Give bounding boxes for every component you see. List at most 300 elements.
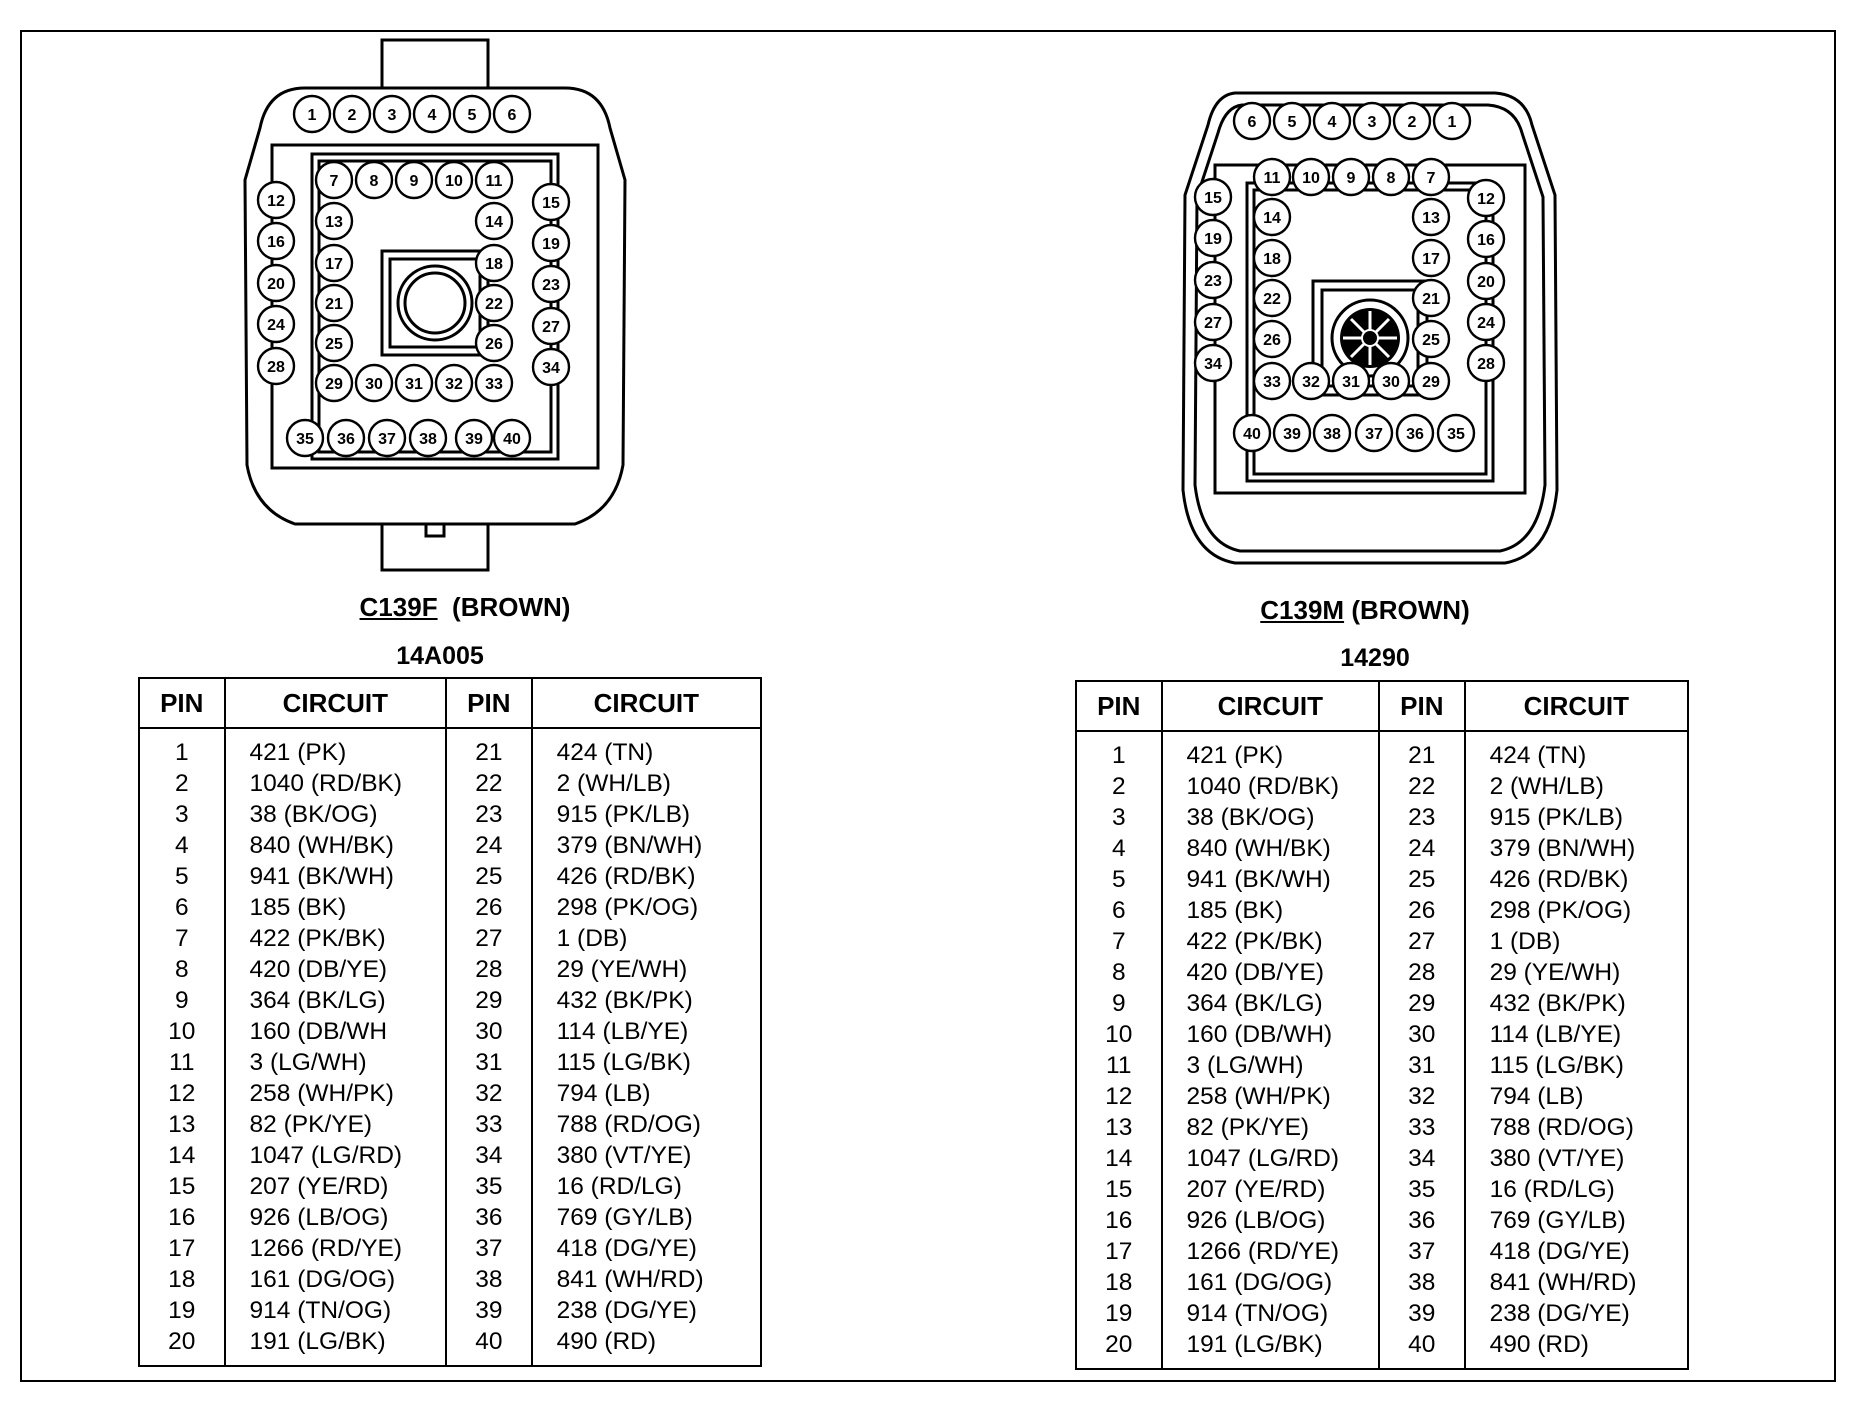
pin-label: 9 [1346,170,1356,187]
circuit-value: 298 (PK/OG) [556,894,699,921]
pin-cavity [316,162,352,198]
table-row [139,1171,761,1202]
table-row [1076,1329,1688,1369]
pin-cavity [1195,220,1231,256]
pin-cavity [1195,345,1231,381]
pin-cavity [287,420,323,456]
pin-number: 3 [139,799,225,830]
pin-label: 40 [1243,426,1261,443]
pin-cavity [1413,159,1449,195]
circuit-value: 426 (RD/BK) [1489,866,1629,893]
circuit-value: 185 (BK) [1162,895,1380,926]
circuit-value: 915 (PK/LB) [556,801,691,828]
pin-cavity [476,245,512,281]
circuit-value: 424 (TN) [1489,742,1587,769]
pin-number: 18 [1076,1267,1162,1298]
pin-number: 38 [446,1264,532,1295]
pin-label: 14 [485,214,503,231]
pin-number: 34 [1379,1143,1465,1174]
pin-label: 3 [1367,114,1377,131]
pin-cavity [1468,180,1504,216]
pin-cavity [1195,304,1231,340]
pin-cavity [1314,415,1350,451]
pin-cavity [1293,363,1329,399]
pin-cavity [1394,103,1430,139]
pin-label: 4 [427,107,437,124]
pin-number: 7 [139,923,225,954]
pin-label: 34 [542,360,560,377]
table-row [139,985,761,1016]
pin-label: 33 [485,376,503,393]
pin-number: 25 [446,861,532,892]
pin-number: 8 [139,954,225,985]
circuit-value: 298 (PK/OG) [1489,897,1632,924]
pin-number: 33 [446,1109,532,1140]
circuit-value: 432 (BK/PK) [556,987,693,1014]
pin-cavity [294,96,330,132]
header-pin: PIN [1076,681,1162,731]
pin-label: 15 [1204,190,1222,207]
pin-label: 40 [503,431,521,448]
pin-label: 21 [325,296,343,313]
pin-label: 3 [387,107,397,124]
pin-cavity [258,223,294,259]
part-number-c139m: 14290 [1340,644,1410,672]
pin-label: 7 [1426,170,1436,187]
pin-cavity [1413,280,1449,316]
circuit-value: 16 (RD/LG) [1489,1176,1615,1203]
pin-cavity [356,162,392,198]
pin-cavity [1373,363,1409,399]
circuit-value: 421 (PK) [1162,731,1380,771]
header-circuit: CIRCUIT [532,678,761,728]
table-row [1076,1081,1688,1112]
pin-number: 33 [1379,1112,1465,1143]
pin-label: 8 [1386,170,1396,187]
pin-number: 21 [446,728,532,768]
pin-number: 24 [446,830,532,861]
connector-id: C139M [1260,595,1345,625]
pin-number: 22 [1379,771,1465,802]
header-pin: PIN [1379,681,1465,731]
pin-cavity [1254,363,1290,399]
circuit-value: 364 (BK/LG) [225,985,447,1016]
pin-number: 4 [139,830,225,861]
pin-cavity [533,308,569,344]
pin-cavity [1254,240,1290,276]
circuit-value: 926 (LB/OG) [225,1202,447,1233]
pin-number: 37 [1379,1236,1465,1267]
pin-label: 20 [1477,274,1495,291]
pin-label: 16 [1477,232,1495,249]
pin-number: 34 [446,1140,532,1171]
header-circuit: CIRCUIT [1162,681,1380,731]
pin-cavity [476,162,512,198]
pin-number: 18 [139,1264,225,1295]
pin-label: 22 [1263,291,1281,308]
pin-number: 14 [1076,1143,1162,1174]
pin-number: 1 [139,728,225,768]
pin-number: 10 [1076,1019,1162,1050]
pin-number: 5 [139,861,225,892]
circuit-value: 926 (LB/OG) [1162,1205,1380,1236]
pin-cavity [316,325,352,361]
pin-label: 31 [1342,374,1360,391]
pin-number: 31 [1379,1050,1465,1081]
pin-number: 28 [446,954,532,985]
pin-number: 9 [1076,988,1162,1019]
pin-label: 22 [485,296,503,313]
pin-cavity [258,182,294,218]
circuit-value: 769 (GY/LB) [556,1204,693,1231]
pin-label: 24 [267,317,285,334]
table-row [1076,833,1688,864]
circuit-value: 794 (LB) [556,1080,651,1107]
pin-cavity [476,325,512,361]
pin-cavity [476,285,512,321]
pin-label: 2 [1407,114,1417,131]
table-row [139,1140,761,1171]
circuit-value: 16 (RD/LG) [556,1173,682,1200]
connector-face-c139m [1160,85,1580,585]
pin-number: 23 [1379,802,1465,833]
circuit-value: 380 (VT/YE) [556,1142,692,1169]
pin-number: 14 [139,1140,225,1171]
pin-number: 8 [1076,957,1162,988]
pin-label: 14 [1263,210,1281,227]
pin-cavity [1468,304,1504,340]
circuit-value: 840 (WH/BK) [225,830,447,861]
table-row [139,1295,761,1326]
circuit-value: 1047 (LG/RD) [1162,1143,1380,1174]
circuit-value: 420 (DB/YE) [225,954,447,985]
pin-label: 20 [267,276,285,293]
circuit-value: 420 (DB/YE) [1162,957,1380,988]
pin-cavity [374,96,410,132]
pin-label: 19 [1204,231,1222,248]
pin-number: 29 [1379,988,1465,1019]
pin-label: 32 [445,376,463,393]
circuit-value: 841 (WH/RD) [556,1266,704,1293]
table-row [1076,895,1688,926]
table-row [1076,957,1688,988]
pin-cavity [1373,159,1409,195]
pin-cavity [1468,345,1504,381]
pin-number: 16 [139,1202,225,1233]
circuit-value: 1266 (RD/YE) [1162,1236,1380,1267]
pin-number: 27 [446,923,532,954]
pin-label: 13 [1422,210,1440,227]
pin-label: 36 [337,431,355,448]
pin-label: 5 [467,107,477,124]
pin-cavity [1195,262,1231,298]
pin-number: 35 [446,1171,532,1202]
circuit-value: 160 (DB/WH [225,1016,447,1047]
table-row [139,1233,761,1264]
pin-label: 35 [1447,426,1465,443]
pin-cavity [436,162,472,198]
pin-label: 28 [267,359,285,376]
pin-number: 3 [1076,802,1162,833]
pin-number: 35 [1379,1174,1465,1205]
pin-number: 11 [139,1047,225,1078]
table-row [1076,864,1688,895]
pin-cavity [533,349,569,385]
table-row [139,830,761,861]
pin-cavity [476,365,512,401]
pin-label: 23 [1204,273,1222,290]
pin-label: 12 [267,193,285,210]
pin-label: 7 [329,173,339,190]
pin-cavity [1314,103,1350,139]
table-row [1076,731,1688,771]
pin-label: 31 [405,376,423,393]
pin-cavity [396,365,432,401]
circuit-value: 207 (YE/RD) [1162,1174,1380,1205]
pin-number: 7 [1076,926,1162,957]
pin-cavity [1413,321,1449,357]
circuit-value: 238 (DG/YE) [1489,1300,1630,1327]
pin-number: 29 [446,985,532,1016]
circuit-value: 1040 (RD/BK) [1162,771,1380,802]
pin-cavity [1397,415,1433,451]
pin-label: 2 [347,107,357,124]
table-row [139,1326,761,1366]
pin-cavity [436,365,472,401]
pin-number: 28 [1379,957,1465,988]
table-row [139,1047,761,1078]
header-circuit: CIRCUIT [1465,681,1688,731]
circuit-value: 38 (BK/OG) [225,799,447,830]
pin-label: 25 [1422,332,1440,349]
circuit-value: 1 (DB) [556,925,628,952]
pin-cavity [258,306,294,342]
pin-number: 32 [1379,1081,1465,1112]
table-row [139,768,761,799]
table-row [1076,1205,1688,1236]
circuit-value: 490 (RD) [556,1328,656,1355]
pin-label: 15 [542,195,560,212]
connector-id: C139F [359,592,438,622]
pin-number: 32 [446,1078,532,1109]
pin-cavity [494,96,530,132]
pin-number: 13 [139,1109,225,1140]
pin-label: 4 [1327,114,1337,131]
pin-label: 29 [1422,374,1440,391]
table-row [139,1109,761,1140]
pin-label: 37 [1365,426,1383,443]
pin-cavity [1413,240,1449,276]
pin-cavity [258,348,294,384]
table-row [1076,1298,1688,1329]
pin-cavity [258,265,294,301]
circuit-value: 82 (PK/YE) [1162,1112,1380,1143]
circuit-value: 379 (BN/WH) [556,832,703,859]
pin-label: 38 [419,431,437,448]
pin-cavity [1293,159,1329,195]
pin-cavity [316,203,352,239]
circuit-value: 115 (LG/BK) [1489,1052,1624,1079]
pin-label: 11 [1263,170,1281,187]
pin-number: 26 [1379,895,1465,926]
pin-label: 1 [1447,114,1457,131]
pin-cavity [1354,103,1390,139]
pin-label: 32 [1302,374,1320,391]
pin-cavity [1438,415,1474,451]
pin-label: 8 [369,173,379,190]
pin-label: 39 [465,431,483,448]
pin-number: 5 [1076,864,1162,895]
circuit-value: 2 (WH/LB) [1489,773,1604,800]
pin-cavity [456,420,492,456]
circuit-value: 191 (LG/BK) [225,1326,447,1366]
table-row [139,892,761,923]
pin-number: 38 [1379,1267,1465,1298]
circuit-value: 3 (LG/WH) [225,1047,447,1078]
table-row [139,861,761,892]
circuit-value: 914 (TN/OG) [225,1295,447,1326]
circuit-value: 941 (BK/WH) [1162,864,1380,895]
circuit-value: 1 (DB) [1489,928,1561,955]
pin-cavity [1234,103,1270,139]
pin-cavity [494,420,530,456]
table-row [1076,926,1688,957]
circuit-value: 2 (WH/LB) [556,770,671,797]
pin-cavity [1333,363,1369,399]
circuit-value: 191 (LG/BK) [1162,1329,1380,1369]
pin-number: 37 [446,1233,532,1264]
table-row [1076,1019,1688,1050]
circuit-value: 29 (YE/WH) [1489,959,1621,986]
pin-label: 39 [1283,426,1301,443]
connector-face-c139f [230,30,650,570]
pin-number: 21 [1379,731,1465,771]
header-circuit: CIRCUIT [225,678,447,728]
pin-label: 24 [1477,315,1495,332]
table-row [139,1264,761,1295]
pin-label: 18 [485,256,503,273]
circuit-value: 915 (PK/LB) [1489,804,1624,831]
pin-label: 30 [1382,374,1400,391]
pin-cavity [369,420,405,456]
pin-cavity [356,365,392,401]
circuit-value: 426 (RD/BK) [556,863,696,890]
pin-cavity [1195,179,1231,215]
table-row [139,1016,761,1047]
table-row [1076,1050,1688,1081]
pin-label: 35 [296,431,314,448]
pin-label: 29 [325,376,343,393]
circuit-value: 422 (PK/BK) [225,923,447,954]
pin-label: 37 [378,431,396,448]
pin-group-c139m [1195,103,1504,451]
pin-group-c139f [258,96,569,456]
pin-number: 11 [1076,1050,1162,1081]
circuit-value: 794 (LB) [1489,1083,1584,1110]
pin-label: 1 [307,107,317,124]
pin-label: 5 [1287,114,1297,131]
pin-number: 30 [446,1016,532,1047]
connector-color: (BROWN) [452,592,571,622]
pin-label: 10 [445,173,463,190]
pin-number: 36 [1379,1205,1465,1236]
pin-number: 4 [1076,833,1162,864]
pin-cavity [414,96,450,132]
table-row [139,923,761,954]
pin-number: 40 [446,1326,532,1366]
connector-caption-c139m [1230,595,1500,626]
pin-table-c139f [138,677,762,1367]
pin-label: 27 [542,319,560,336]
circuit-value: 490 (RD) [1489,1331,1589,1358]
pin-number: 19 [1076,1298,1162,1329]
pin-cavity [328,420,364,456]
circuit-value: 207 (YE/RD) [225,1171,447,1202]
table-row [1076,1236,1688,1267]
circuit-value: 115 (LG/BK) [556,1049,691,1076]
pin-cavity [316,245,352,281]
circuit-value: 432 (BK/PK) [1489,990,1626,1017]
pin-number: 22 [446,768,532,799]
pin-cavity [1413,363,1449,399]
circuit-value: 364 (BK/LG) [1162,988,1380,1019]
pin-number: 23 [446,799,532,830]
circuit-value: 1266 (RD/YE) [225,1233,447,1264]
pin-number: 39 [446,1295,532,1326]
circuit-value: 788 (RD/OG) [556,1111,701,1138]
circuit-value: 380 (VT/YE) [1489,1145,1625,1172]
pin-cavity [1413,199,1449,235]
pin-label: 27 [1204,315,1222,332]
pin-number: 9 [139,985,225,1016]
table-row [139,1202,761,1233]
pin-number: 17 [1076,1236,1162,1267]
pin-label: 38 [1323,426,1341,443]
pin-label: 30 [365,376,383,393]
pin-number: 26 [446,892,532,923]
circuit-value: 421 (PK) [225,728,447,768]
part-number-c139f: 14A005 [396,642,484,670]
pin-number: 30 [1379,1019,1465,1050]
pin-number: 27 [1379,926,1465,957]
pin-label: 23 [542,277,560,294]
pin-cavity [476,203,512,239]
circuit-value: 82 (PK/YE) [225,1109,447,1140]
circuit-value: 418 (DG/YE) [556,1235,697,1262]
table-row [139,728,761,768]
pin-number: 17 [139,1233,225,1264]
pin-label: 13 [325,214,343,231]
table-row [1076,1112,1688,1143]
circuit-value: 258 (WH/PK) [225,1078,447,1109]
pin-number: 13 [1076,1112,1162,1143]
pin-number: 40 [1379,1329,1465,1369]
pin-cavity [1254,199,1290,235]
circuit-value: 424 (TN) [556,739,654,766]
table-row [1076,1174,1688,1205]
table-row [1076,802,1688,833]
pin-number: 20 [139,1326,225,1366]
circuit-value: 114 (LB/YE) [1489,1021,1622,1048]
connector-color: (BROWN) [1351,595,1470,625]
pin-label: 16 [267,234,285,251]
pin-label: 19 [542,236,560,253]
pin-cavity [1234,415,1270,451]
circuit-value: 1047 (LG/RD) [225,1140,447,1171]
pin-label: 26 [1263,332,1281,349]
table-row [1076,988,1688,1019]
pin-label: 34 [1204,356,1222,373]
